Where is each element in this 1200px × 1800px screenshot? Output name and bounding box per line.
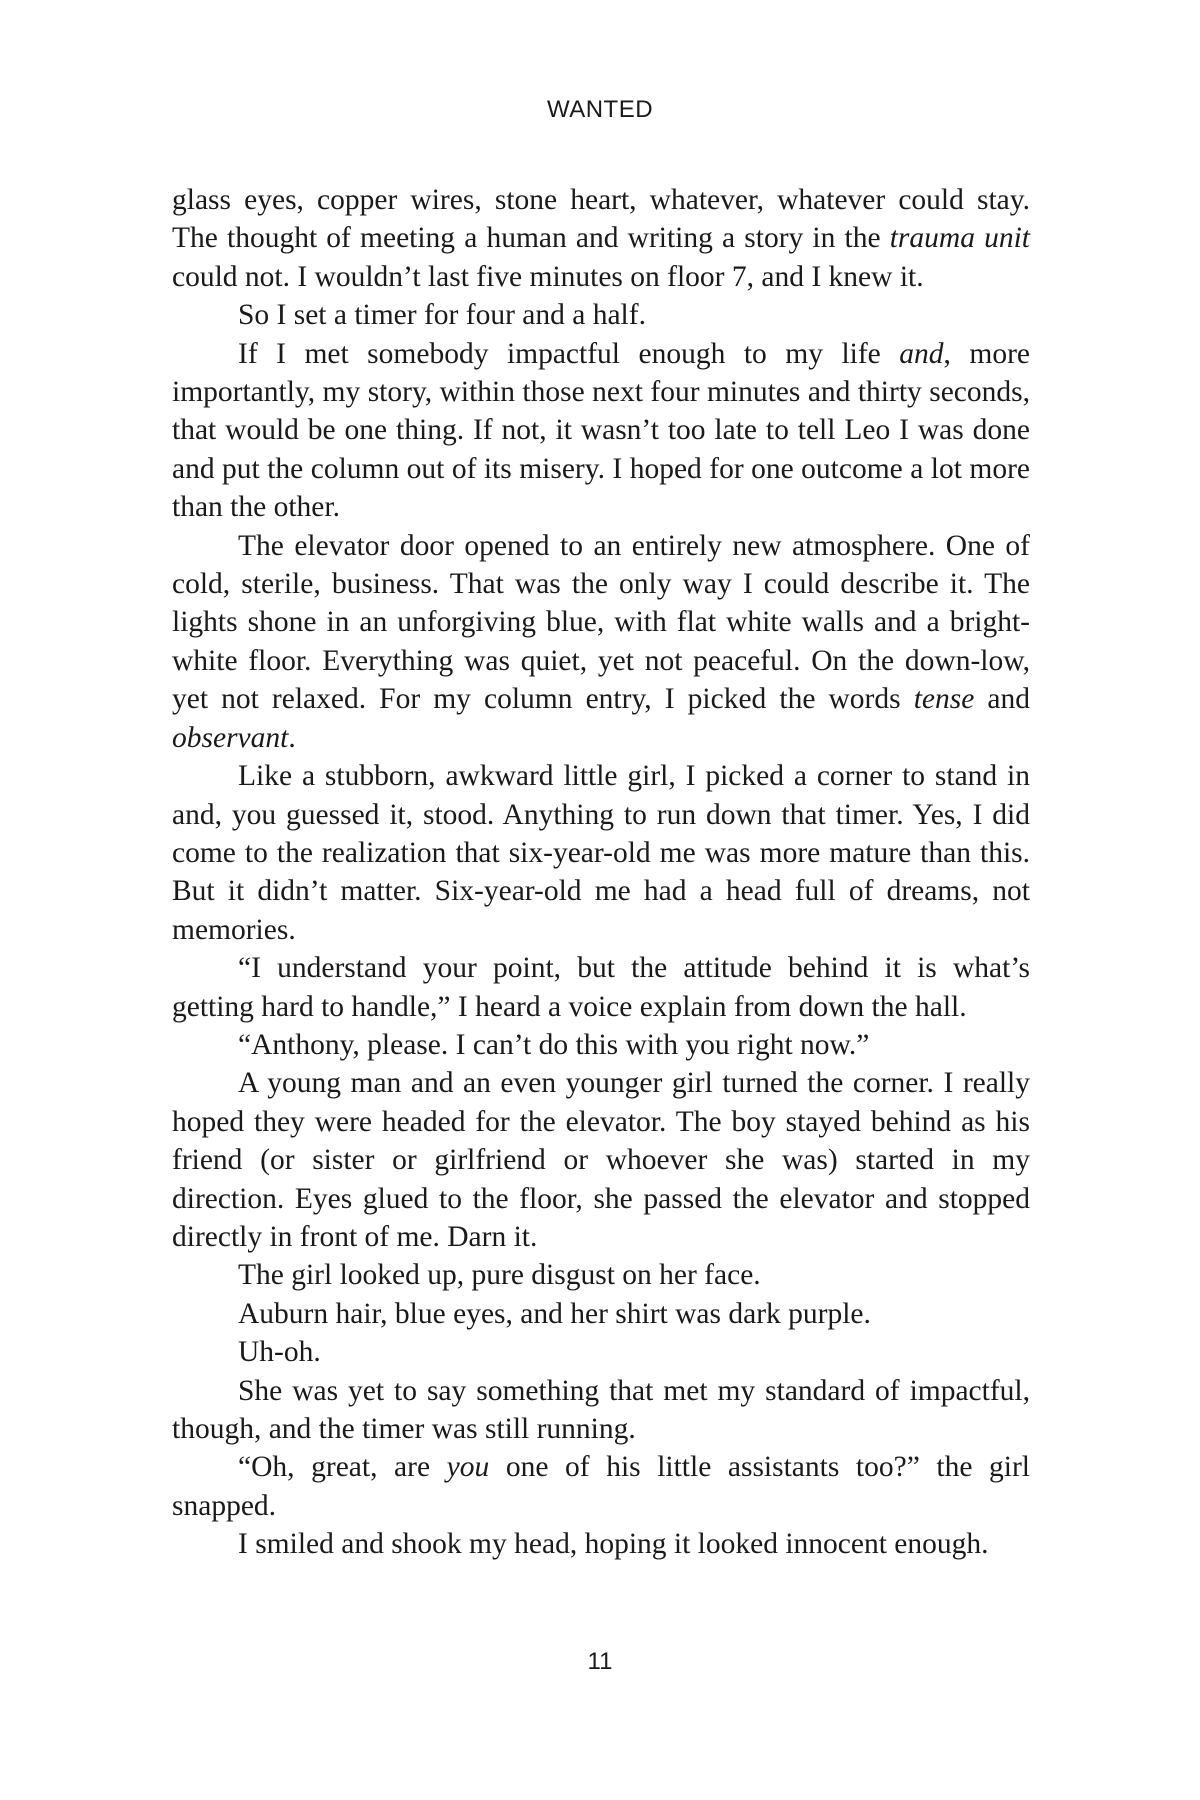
page-number: 11	[587, 1648, 613, 1675]
paragraph-11: Uh-oh.	[238, 1336, 321, 1369]
paragraph-4-text-e: .	[288, 721, 296, 754]
paragraph-14: I smiled and shook my head, hoping it looked innocent enough.	[238, 1528, 989, 1561]
paragraph-5: Like a stubborn, awkward little girl, I picked a corner to stand in and, you guessed it, stood. Anything to run down that timer. Yes, I did come to the realization that six-year-old me was more mature than this. But it didn’t matter. Six-year-old me had a head full of dreams, not memories.	[172, 760, 1030, 946]
paragraph-4-text-a: The elevator door opened to an entirely new atmosphere. One of cold, sterile, business. That was the only way I could describe it. The lights shone in an unforgiving blue, with flat white walls and a bright-white floor. Everything was quiet, yet not peaceful. On the down-low, yet not relaxed. For my column entry, I picked the words	[172, 529, 1030, 716]
paragraph-1	[172, 181, 1030, 296]
paragraph-3-text-c: , more importantly, my story, within those next four minutes and thirty seconds, that would be one thing. If not, it wasn’t too late to tell Leo I was done and put the column out of its misery. I hoped for one outcome a lot more than the other.	[172, 337, 1030, 524]
paragraph-6: “I understand your point, but the attitude behind it is what’s getting hard to handle,” I heard a voice explain from down the hall.	[172, 952, 1030, 1023]
paragraph-13-text-a: “Oh, great, are	[238, 1451, 447, 1484]
paragraph-12: She was yet to say something that met my standard of impactful, though, and the timer was still running.	[172, 1374, 1030, 1445]
paragraph-4-italic-2: observant	[172, 721, 289, 754]
paragraph-3-text-a: If I met somebody impactful enough to my life	[238, 337, 900, 370]
paragraph-8: A young man and an even younger girl turned the corner. I really hoped they were headed for the elevator. The boy stayed behind as his friend (or sister or girlfriend or whoever she was) started in my direction. Eyes glued to the floor, she passed the elevator and stopped directly in front of me. Darn it.	[172, 1067, 1030, 1253]
paragraph-3	[172, 335, 1030, 527]
paragraph-13-text-c: one of his little assistants too?” the girl snapped.	[172, 1451, 1030, 1522]
paragraph-3-italic: and	[899, 337, 944, 370]
paragraph-13-italic: you	[446, 1451, 490, 1484]
paragraph-7: “Anthony, please. I can’t do this with you right now.”	[238, 1028, 870, 1061]
body-text	[172, 181, 1030, 1564]
paragraph-4-text-c: and	[974, 683, 1031, 716]
paragraph-13	[172, 1448, 1030, 1525]
paragraph-4-italic-1: tense	[913, 683, 975, 716]
paragraph-1-text-a: glass eyes, copper wires, stone heart, whatever, whatever could stay. The thought of meeting a human and writing a story in the	[172, 184, 1030, 255]
paragraph-1-italic: trauma unit	[889, 222, 1030, 255]
running-head: WANTED	[546, 96, 654, 123]
paragraph-4	[172, 527, 1030, 757]
paragraph-10: Auburn hair, blue eyes, and her shirt was dark purple.	[238, 1297, 871, 1330]
paragraph-1-text-c: could not. I wouldn’t last five minutes on floor 7, and I knew it.	[172, 260, 924, 293]
paragraph-9: The girl looked up, pure disgust on her face.	[238, 1259, 761, 1292]
paragraph-2: So I set a timer for four and a half.	[238, 299, 646, 332]
